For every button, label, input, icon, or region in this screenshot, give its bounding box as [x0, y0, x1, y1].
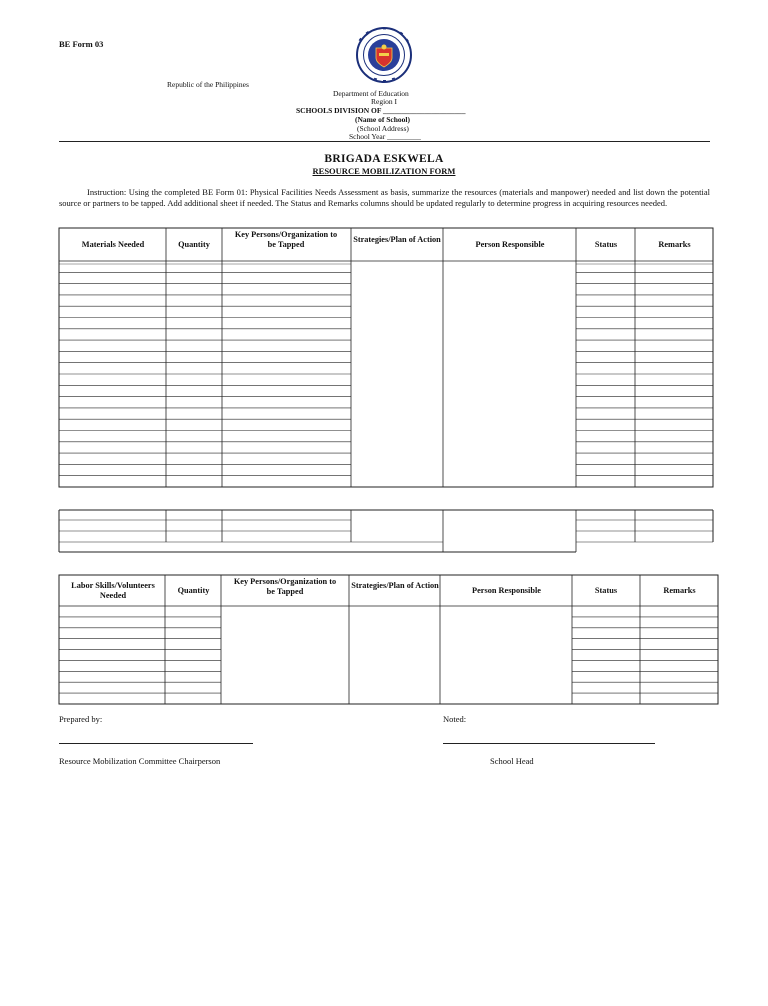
division-blank: ______________________ — [383, 106, 466, 115]
prepared-by-label: Prepared by: — [59, 714, 103, 724]
labor-col-labor-skills: Labor Skills/Volunteers Needed — [71, 581, 155, 600]
materials-col-key-persons: Key Persons/Organization to be Tapped — [234, 230, 338, 249]
labor-col-quantity: Quantity — [177, 586, 210, 595]
country-label: Republic of the Philippines — [167, 80, 249, 89]
school-address-label: (School Address) — [357, 124, 409, 133]
school-head-title: School Head — [490, 756, 534, 766]
preparer-signature-line[interactable] — [59, 743, 253, 744]
materials-col-remarks: Remarks — [658, 240, 691, 249]
labor-col-strategies: Strategies/Plan of Action — [351, 581, 439, 590]
school-year-label: School Year _________ — [349, 132, 421, 141]
noted-label: Noted: — [443, 714, 467, 724]
preparer-title: Resource Mobilization Committee Chairperson — [59, 756, 221, 766]
labor-col-key-persons: Key Persons/Organization to be Tapped — [233, 577, 337, 596]
materials-col-person-responsible: Person Responsible — [475, 240, 545, 249]
labor-col-status: Status — [594, 586, 618, 595]
school-head-signature-line[interactable] — [443, 743, 655, 744]
labor-col-remarks: Remarks — [663, 586, 696, 595]
materials-col-materials-needed: Materials Needed — [81, 240, 145, 249]
materials-table-border — [59, 228, 713, 487]
materials-col-quantity: Quantity — [178, 240, 210, 249]
materials-col-status: Status — [594, 240, 618, 249]
form-code: BE Form 03 — [59, 39, 104, 49]
page-subtitle: RESOURCE MOBILIZATION FORM — [312, 166, 456, 176]
page-title: BRIGADA ESKWELA — [324, 153, 444, 165]
materials-col-strategies: Strategies/Plan of Action — [353, 235, 441, 244]
instruction-text: Instruction: Using the completed BE Form 01: Physical Facilities Needs Assessment as basis, summarize the resources (materials and manpower) needed and list down the potential source or partners to be tapped. Add additional sheet if needed. The Status and Remarks columns should be updated regularly to determine progress in acquiring resources needed. — [59, 187, 710, 208]
division-label: SCHOOLS DIVISION OF ______________________ — [296, 106, 466, 115]
labor-col-person-responsible: Person Responsible — [472, 586, 541, 595]
school-name-label: (Name of School) — [355, 115, 410, 124]
region-label: Region I — [371, 97, 398, 106]
department-label: Department of Education — [333, 89, 409, 98]
